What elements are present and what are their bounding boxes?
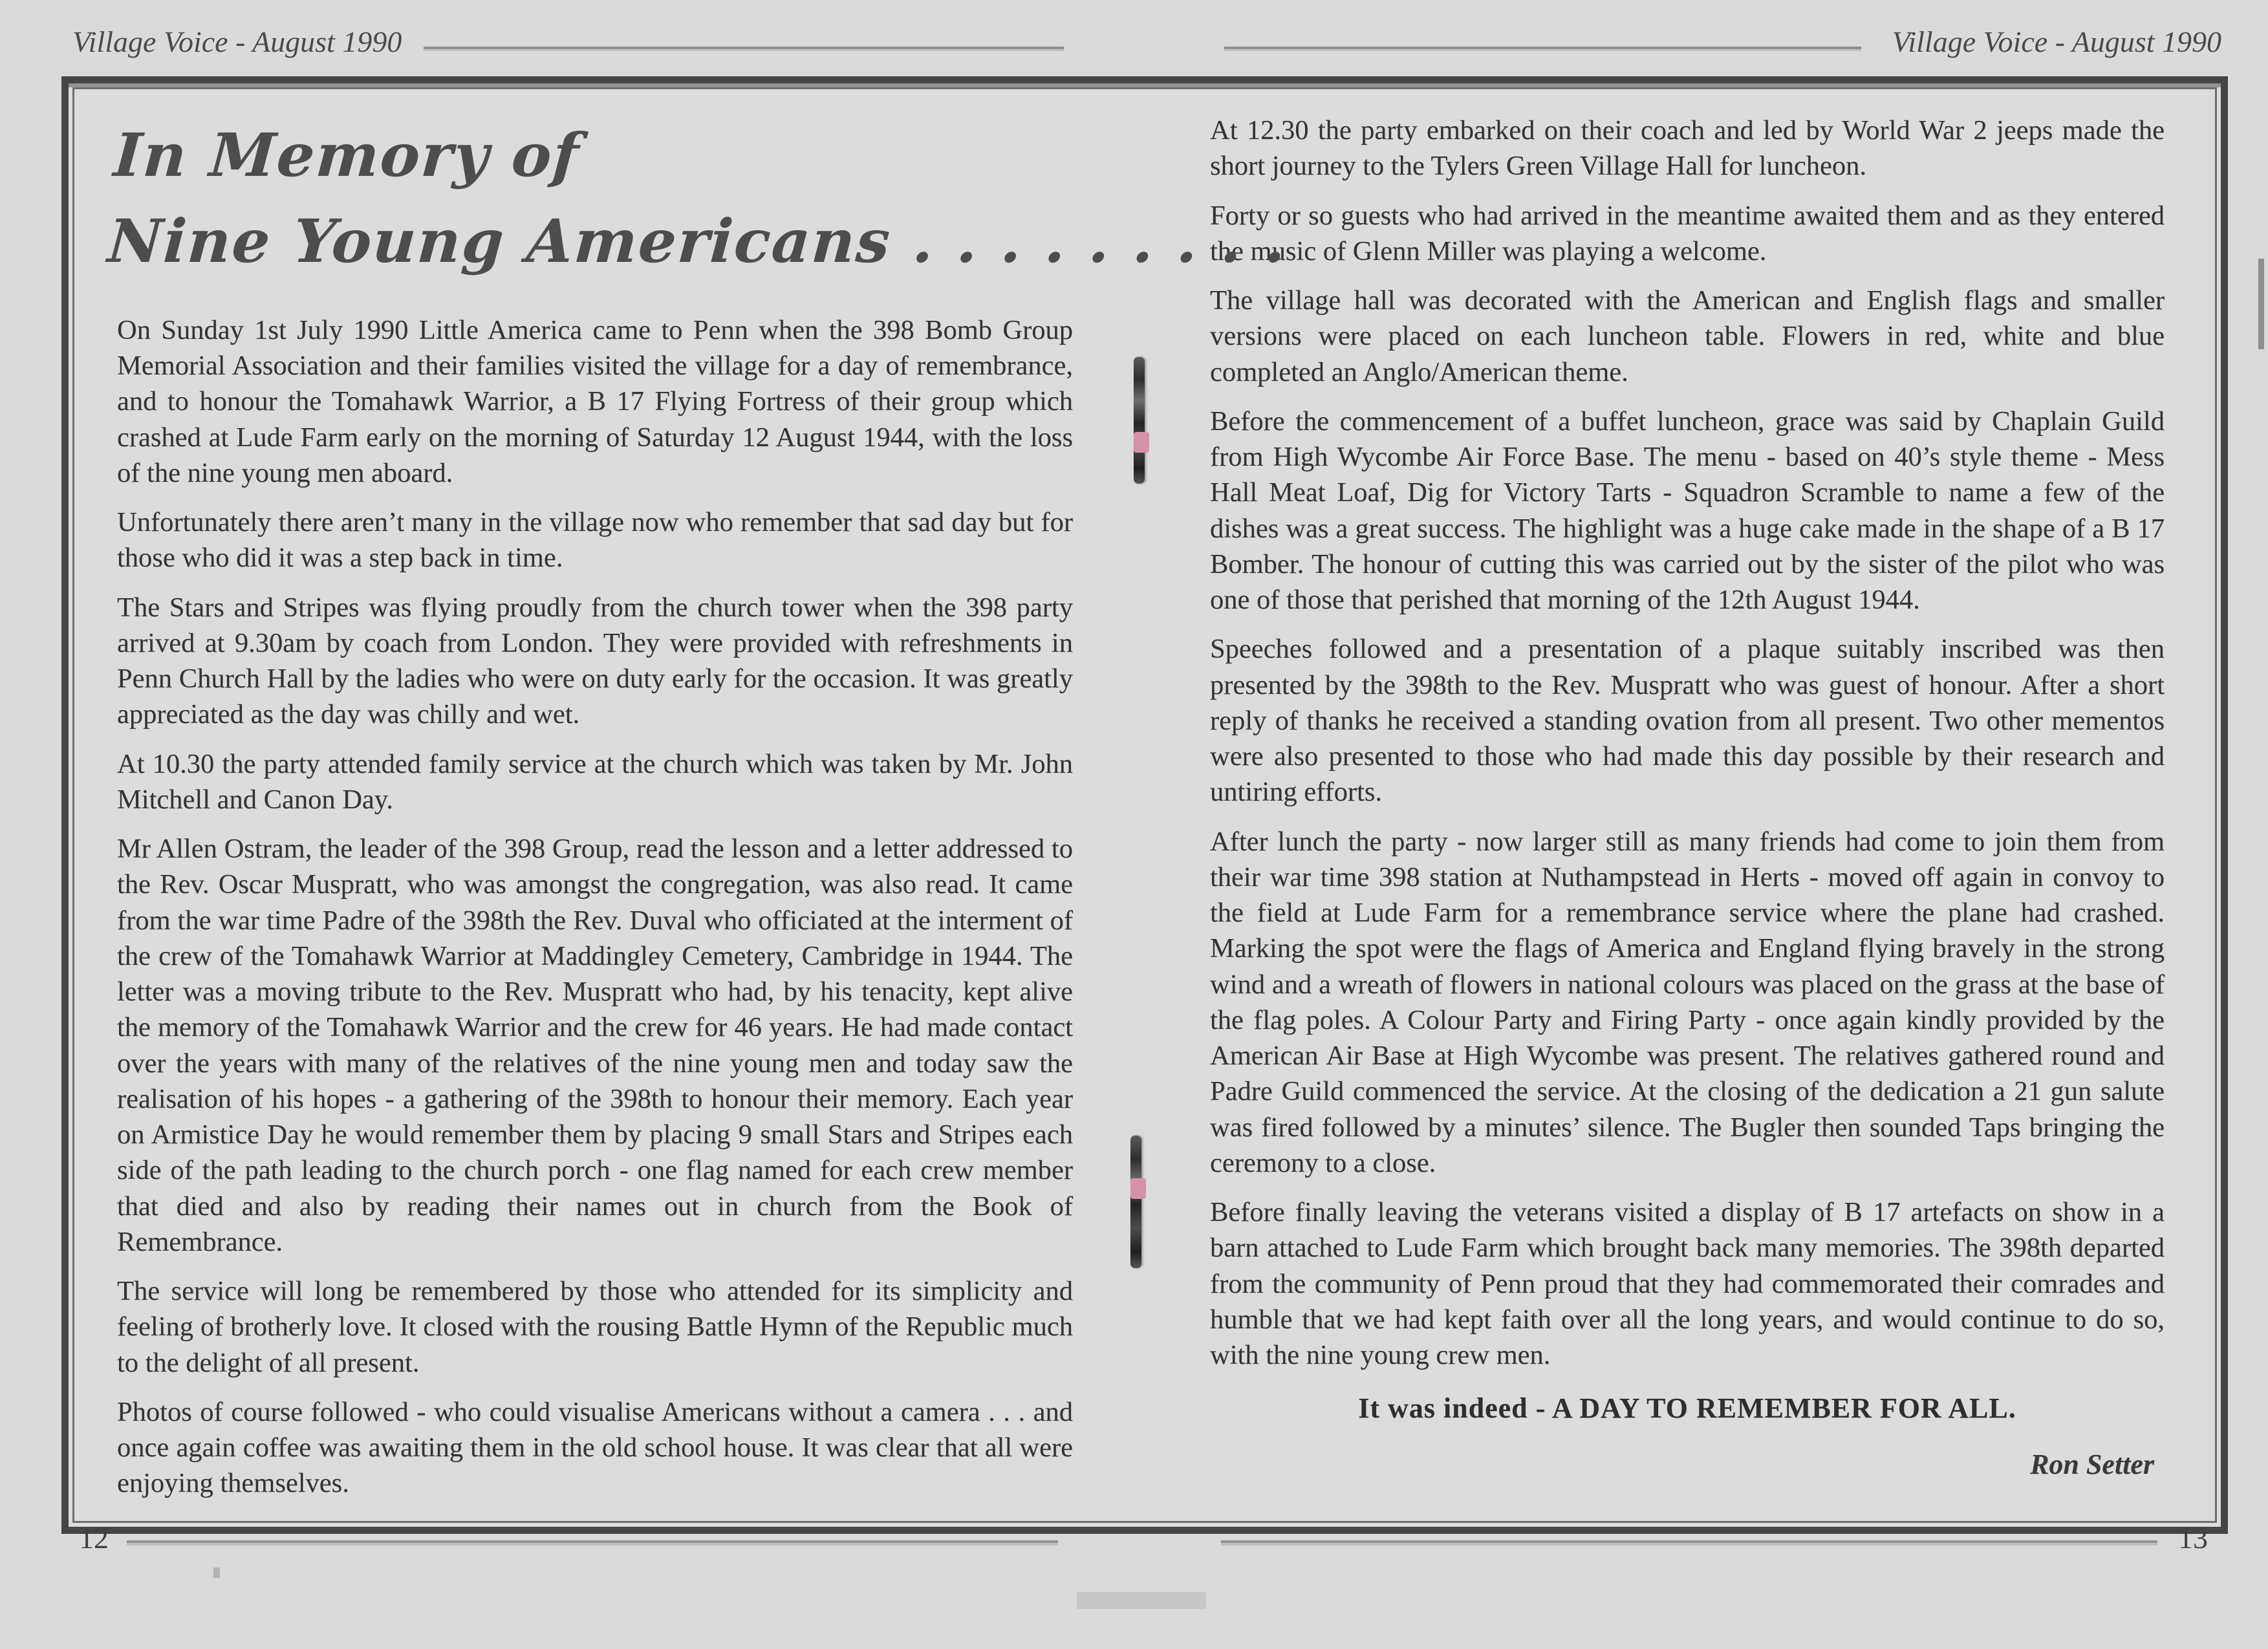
scan-edge-mark (2258, 259, 2264, 349)
author-byline: Ron Setter (2030, 1449, 2154, 1481)
article-frame (61, 76, 2228, 1534)
paragraph: Speeches followed and a presentation of a plaque suitably inscribed was then presented by the 398th to the Rev. Muspratt who was guest of honour. After a short reply of thanks he received a standing ovation from all present. Two other mementos were also presented to those who had made this day possible by their research and untiring efforts. (1210, 634, 2165, 808)
article-spread (74, 89, 2215, 1521)
page-number-right: 13 (2178, 1522, 2208, 1555)
paragraph: Before finally leaving the veterans visited a display of B 17 artefacts on show in a barn attached to Lude Farm which brought back many memories. The 398th departed from the community of Penn proud that they had commemorated their comrades and humble that we had kept faith over all the long years, and would continue to do so, with the nine young crew men. (1210, 1197, 2165, 1370)
header-rule-right (1224, 47, 1861, 49)
ink-smudge-pink-spot (1134, 432, 1149, 453)
paragraph: The village hall was decorated with the American and English flags and smaller versions were placed on each luncheon table. Flowers in red, white and blue completed an Anglo/American theme. (1210, 285, 2165, 387)
paragraph: Unfortunately there aren’t many in the village now who remember that sad day but for those who did it was a step back in time. (117, 507, 1073, 574)
ink-smudge (1134, 357, 1145, 484)
article-title (105, 113, 1290, 285)
paragraph: The service will long be remembered by those who attended for its simplicity and feeling of brotherly love. It closed with the rousing Battle Hymn of the Republic much to the delight of all present. (117, 1276, 1073, 1378)
paragraph: At 12.30 the party embarked on their coach and led by World War 2 jeeps made the short journey to the Tylers Green Village Hall for luncheon. (1210, 115, 2165, 182)
right-column (1210, 113, 2165, 1508)
paragraph: Before the commencement of a buffet luncheon, grace was said by Chaplain Guild from High Wycombe Air Force Base. The menu - based on 40’s style theme - Mess Hall Meat Loaf, Dig for Victory Tarts - Squadron Scramble to name a few of the dishes was a great success. The highlight was a huge cake made in the shape of a B 17 Bomber. The honour of cutting this was carried out by the sister of the pilot who was one of those that perished that morning of the 12th August 1944. (1210, 405, 2165, 615)
page-number-left: 12 (79, 1522, 109, 1555)
paragraph: At 10.30 the party attended family service at the church which was taken by Mr. John Mitchell and Canon Day. (117, 748, 1073, 815)
footer-rule-left (127, 1540, 1058, 1543)
ink-smudge (1130, 1136, 1141, 1268)
ink-smudge-pink-spot (1130, 1178, 1146, 1199)
left-column (105, 113, 1290, 1508)
footer-rule-right (1221, 1540, 2157, 1543)
scan-artifact-mark (1077, 1592, 1206, 1609)
running-header-right: Village Voice - August 1990 (1892, 25, 2221, 58)
paragraph: Mr Allen Ostram, the leader of the 398 Group, read the lesson and a letter addressed to the Rev. Oscar Muspratt, who was amongst the congregation, was also read. It came from the war time Padre of the 398th the Rev. Duval who officiated at the interment of the crew of the Tomahawk Warrior at Maddingley Cemetery, Cambridge in 1944. The letter was a moving tribute to the Rev. Muspratt who had, by his tenacity, kept alive the memory of the Tomahawk Warrior and the crew for 46 years. He had made contact over the years with many of the relatives of the nine young men and today saw the realisation of his hopes - a gathering of the 398th to honour their memory. Each year on Armistice Day he would remember them by placing 9 small Stars and Stripes each side of the path leading to the church porch - one flag named for each crew member that died and also by reading their names out in church from the Book of Remembrance. (117, 834, 1073, 1257)
paragraph: The Stars and Stripes was flying proudly from the church tower when the 398 party arrived at 9.30am by coach from London. They were provided with refreshments in Penn Church Hall by the ladies who were on duty early for the occasion. It was greatly appreciated as the day was chilly and wet. (117, 592, 1073, 730)
scan-artifact-mark (213, 1568, 220, 1578)
running-header-left: Village Voice - August 1990 (72, 25, 402, 58)
header-rule-left (424, 47, 1064, 49)
closing-line: It was indeed - A DAY TO REMEMBER FOR ALL. (1358, 1392, 2016, 1425)
article-title-line-1: In Memory of (111, 120, 583, 190)
paragraph: Photos of course followed - who could visualise Americans without a camera . . . and once again coffee was awaiting them in the old school house. It was clear that all were enjoying themselves. (117, 1396, 1073, 1499)
article-title-line-2: Nine Young Americans . . . . . . . . . (105, 206, 1290, 277)
paragraph: On Sunday 1st July 1990 Little America came to Penn when the 398 Bomb Group Memorial Association and their families visited the village for a day of remembrance, and to honour the Tomahawk Warrior, a B 17 Flying Fortress of their group which crashed at Lude Farm early on the morning of Saturday 12 August 1944, with the loss of the nine young men aboard. (117, 314, 1073, 488)
paragraph: Forty or so guests who had arrived in the meantime awaited them and as they entered the music of Glenn Miller was playing a welcome. (1210, 200, 2165, 266)
paragraph: After lunch the party - now larger still as many friends had come to join them from their war time 398 station at Nuthampstead in Herts - moved off again in convoy to the field at Lude Farm for a remembrance service where the plane had crashed. Marking the spot were the flags of America and England flying bravely in the strong wind and a wreath of flowers in national colours was placed on the grass at the base of the flag poles. A Colour Party and Firing Party - once again kindly provided by the American Air Base at High Wycombe was present. The relatives gathered round and Padre Guild commenced the service. At the closing of the dedication a 21 gun salute was fired followed by a minutes’ silence. The Bugler then sounded Taps bringing the ceremony to a close. (1210, 826, 2165, 1178)
